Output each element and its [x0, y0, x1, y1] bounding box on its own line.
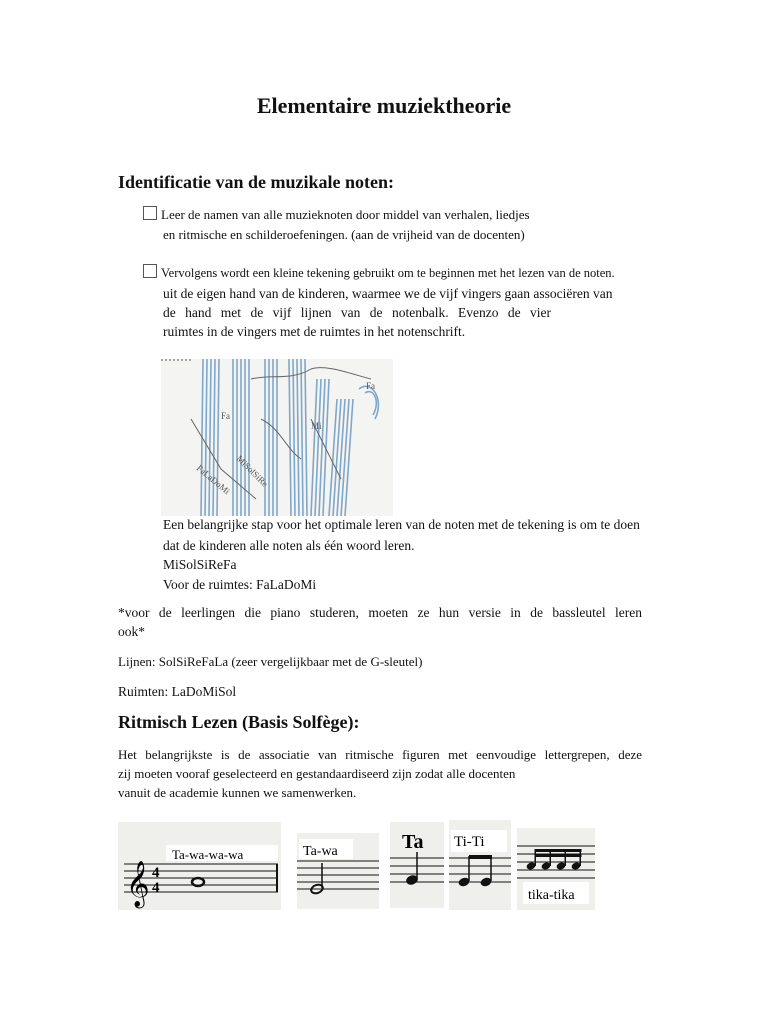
- rhythm-whole-note-figure: [118, 822, 281, 910]
- piano-note-line-2: ook*: [118, 624, 145, 639]
- piano-note-line-1: *voor de leerlingen die piano studeren, moeten ze hun versie in de bassleutel leren: [118, 605, 642, 620]
- rhythm-label-whole: Ta-wa-wa-wa: [172, 847, 244, 862]
- note-names-lines: MiSolSiReFa: [163, 557, 237, 572]
- note-names-spaces: Voor de ruimtes: FaLaDoMi: [163, 577, 317, 592]
- rhythm-para-line-1: Het belangrijkste is de associatie van ritmische figuren met eenvoudige lettergrepen, deze: [118, 747, 642, 762]
- rhythm-para-line-3: vanuit de academie kunnen we samenwerken.: [118, 785, 357, 800]
- rhythm-label-sixteenths: tika-tika: [528, 888, 575, 903]
- hand-drawing-image: [161, 359, 393, 516]
- rhythm-eighth-notes-figure: [449, 820, 511, 910]
- checkbox-icon: [143, 206, 157, 220]
- rhythm-label-half: Ta-wa: [303, 844, 338, 859]
- bullet-2-line-3: de hand met de vijf lijnen van de notenbalk. Evenzo de vier: [163, 305, 551, 320]
- rhythm-label-eighths: Ti-Ti: [454, 834, 485, 850]
- rhythm-half-note-figure: [297, 833, 379, 909]
- after-image-line-2: dat de kinderen alle noten als één woord leren.: [163, 538, 415, 553]
- section-heading-rhythm: Ritmisch Lezen (Basis Solfège):: [118, 712, 360, 732]
- svg-text:FaLaDoMi: FaLaDoMi: [194, 462, 232, 497]
- bullet-2-line-2: uit de eigen hand van de kinderen, waarmee we de vijf vingers gaan associëren van: [163, 286, 613, 301]
- svg-text:Fa: Fa: [366, 381, 375, 391]
- bullet-1-line-2: en ritmische en schilderoefeningen. (aan de vrijheid van de docenten): [163, 227, 525, 242]
- checkbox-icon: [143, 264, 157, 278]
- spaces-text: Ruimten: LaDoMiSol: [118, 684, 237, 699]
- svg-text:4: 4: [152, 865, 160, 881]
- page-title: Elementaire muziektheorie: [256, 93, 512, 118]
- bullet-2-line-1: Vervolgens wordt een kleine tekening gebruikt om te beginnen met het lezen van de noten.: [143, 264, 615, 283]
- lines-text: Lijnen: SolSiReFaLa (zeer vergelijkbaar met de G-sleutel): [118, 654, 423, 669]
- rhythm-label-quarter: Ta: [402, 831, 424, 853]
- after-image-line-1: Een belangrijke stap voor het optimale leren van de noten met de tekening is om te doen: [163, 517, 640, 532]
- svg-text:Mi: Mi: [311, 421, 322, 431]
- svg-text:Fa: Fa: [221, 411, 230, 421]
- rhythm-sixteenth-notes-figure: [517, 828, 595, 910]
- bullet-2-line-4: ruimtes in de vingers met de ruimtes in het notenschrift.: [163, 324, 466, 339]
- svg-text:MiSolSiRe: MiSolSiRe: [234, 453, 270, 489]
- bullet-1-line-1: Leer de namen van alle muzieknoten door middel van verhalen, liedjes: [143, 205, 530, 224]
- rhythm-para-line-2: zij moeten vooraf geselecteerd en gestandaardiseerd zijn zodat alle docenten: [118, 766, 516, 781]
- section-heading-identification: Identificatie van de muzikale noten:: [118, 172, 394, 192]
- treble-clef-icon: 𝄞: [126, 861, 150, 906]
- rhythm-quarter-note-figure: [390, 822, 444, 908]
- svg-text:4: 4: [152, 880, 160, 896]
